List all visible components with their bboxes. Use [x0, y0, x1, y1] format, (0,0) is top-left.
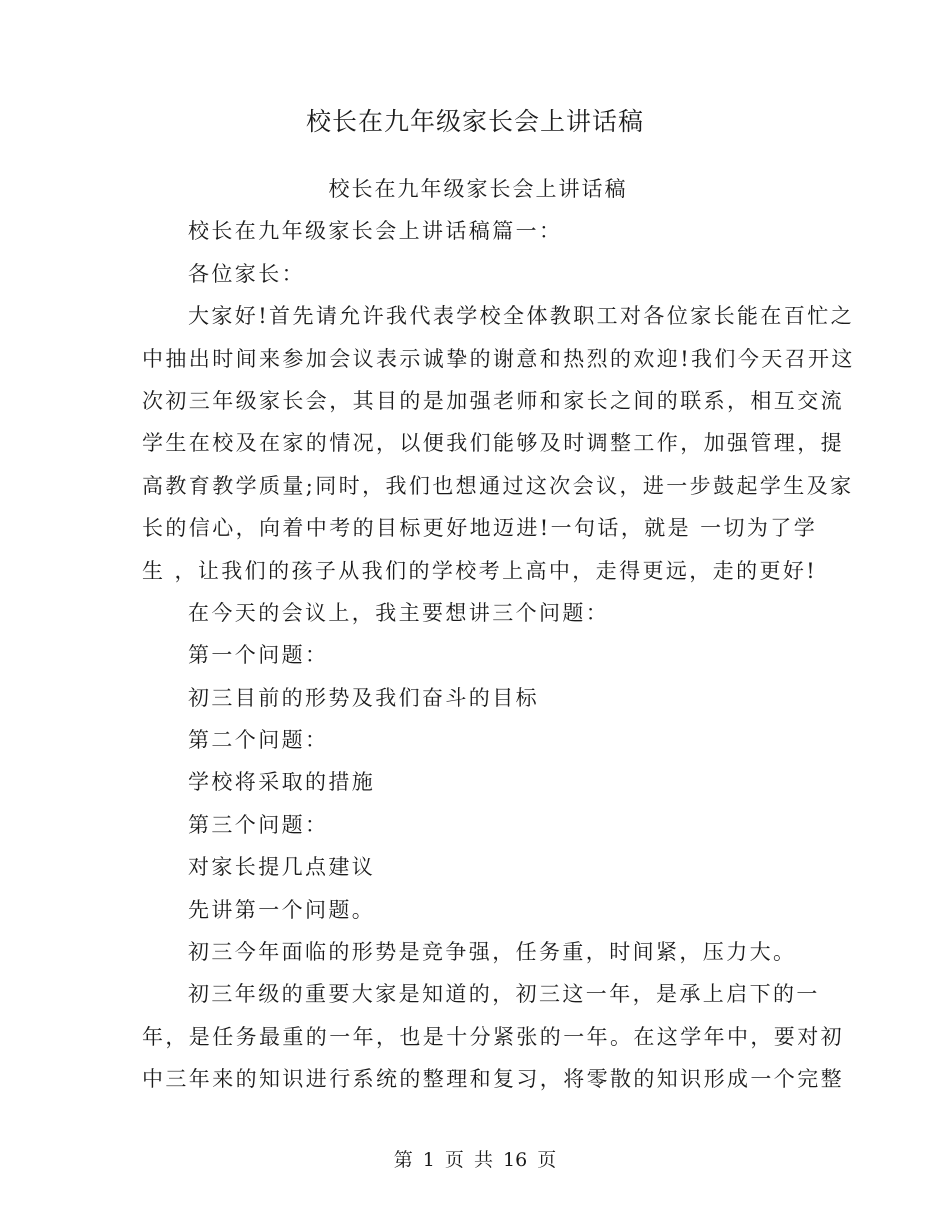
paragraph-line: 高教育教学质量;同时，我们也想通过这次会议，进一步鼓起学生及家 — [142, 473, 854, 498]
paragraph-line: 长的信心，向着中考的目标更好地迈进!一句话，就是 一切为了学 — [142, 516, 818, 541]
paragraph-line: 先讲第一个问题。 — [188, 897, 376, 922]
paragraph-line: 次初三年级家长会，其目的是加强老师和家长之间的联系，相互交流 — [142, 388, 844, 413]
paragraph-line: 初三年级的重要大家是知道的，初三这一年，是承上启下的一 — [188, 982, 820, 1007]
page-title: 校长在九年级家长会上讲话稿 — [305, 107, 644, 136]
paragraph-line: 第二个问题： — [188, 728, 329, 753]
paragraph-line: 中抽出时间来参加会议表示诚挚的谢意和热烈的欢迎!我们今天召开这 — [142, 346, 855, 371]
paragraph-line: 中三年来的知识进行系统的整理和复习，将零散的知识形成一个完整 — [142, 1067, 844, 1092]
paragraph-line: 第三个问题： — [188, 812, 329, 837]
paragraph-line: 初三今年面临的形势是竞争强，任务重，时间紧，压力大。 — [188, 940, 797, 965]
paragraph-line: 生 ，让我们的孩子从我们的学校考上高中，走得更远，走的更好! — [142, 558, 818, 583]
paragraph-line: 初三目前的形势及我们奋斗的目标 — [188, 685, 539, 710]
paragraph-line: 年，是任务最重的一年，也是十分紧张的一年。在这学年中，要对初 — [142, 1024, 844, 1049]
page-number-footer: 第 1 页 共 16 页 — [393, 1149, 557, 1171]
document-body — [142, 168, 855, 1101]
paragraph-line: 对家长提几点建议 — [188, 855, 376, 880]
paragraph-line: 第一个问题： — [188, 643, 329, 668]
paragraph-line: 校长在九年级家长会上讲话稿篇一： — [188, 219, 563, 244]
paragraph-line: 各位家长： — [188, 261, 305, 286]
document-subtitle: 校长在九年级家长会上讲话稿 — [328, 177, 628, 201]
paragraph-line: 学校将采取的措施 — [188, 770, 376, 795]
paragraph-line: 在今天的会议上，我主要想讲三个问题： — [188, 600, 610, 625]
paragraph-line: 大家好!首先请允许我代表学校全体教职工对各位家长能在百忙之 — [188, 304, 855, 329]
paragraph-line: 学生在校及在家的情况，以便我们能够及时调整工作，加强管理，提 — [142, 431, 844, 456]
